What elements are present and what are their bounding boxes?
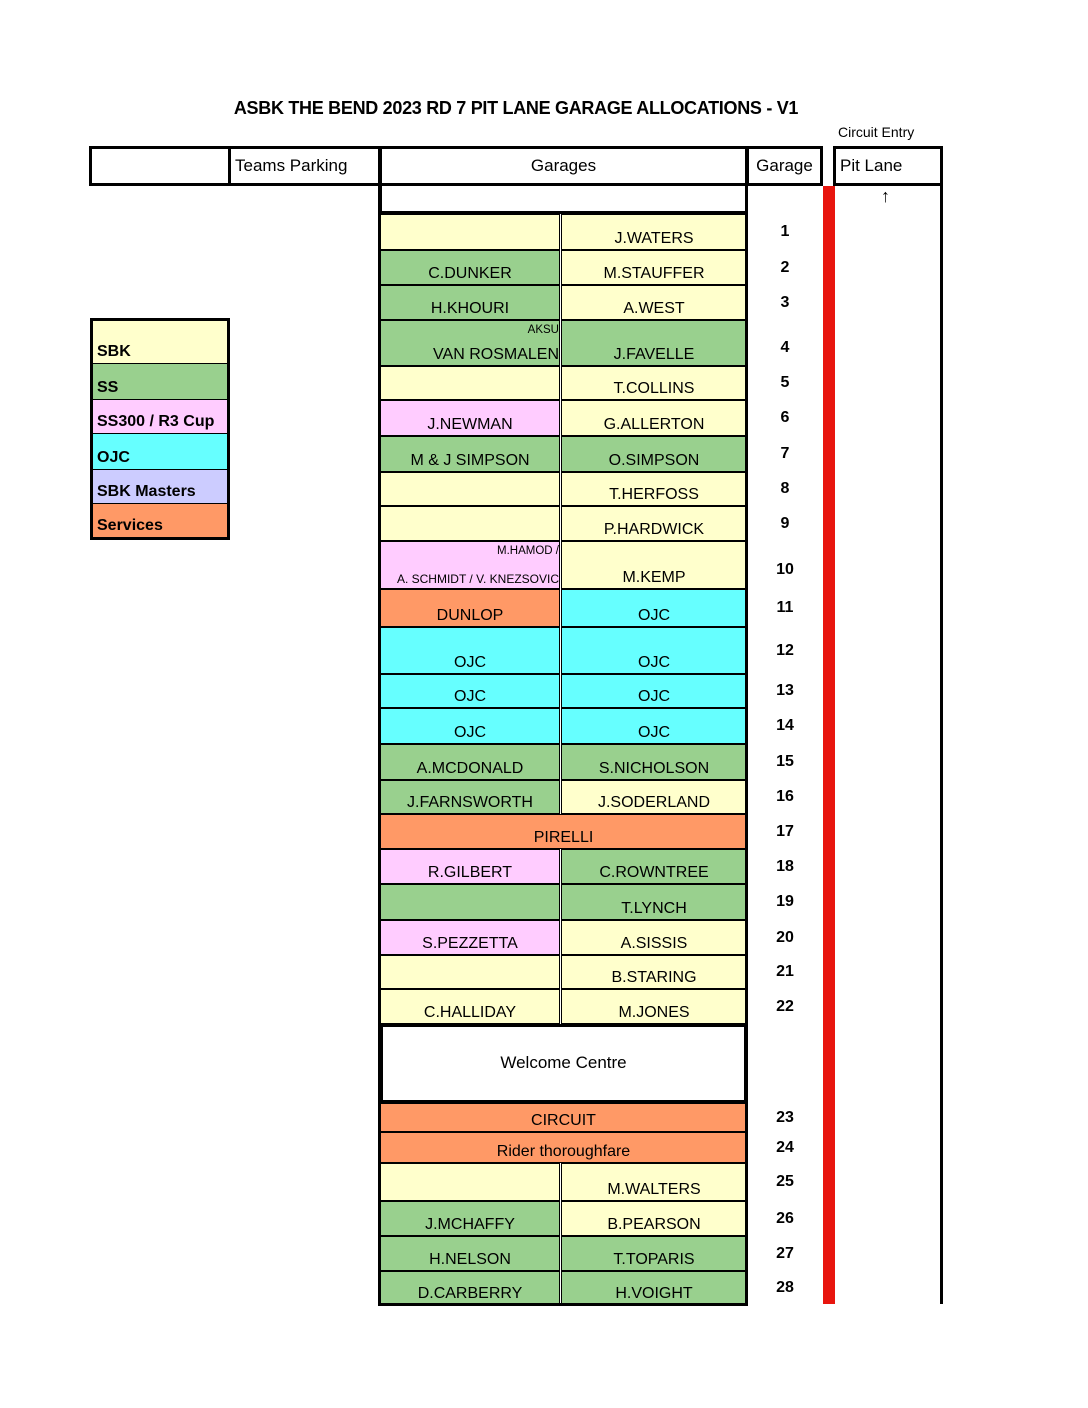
garage-left-cell <box>380 400 560 436</box>
garage-number: 12 <box>776 641 794 659</box>
garage-number: 21 <box>776 963 794 980</box>
garage-number: 17 <box>776 822 794 840</box>
garage-number: 1 <box>780 223 790 240</box>
garage-right-cell <box>561 250 747 285</box>
header-garage <box>746 146 823 186</box>
garage-full-cell-text: Welcome Centre <box>500 1053 627 1073</box>
garage-right-cell <box>561 744 747 780</box>
garage-left-cell <box>380 744 560 780</box>
garage-number: 5 <box>780 374 790 391</box>
garage-right-cell <box>561 1271 747 1305</box>
legend-item <box>90 400 230 434</box>
garage-full-cell <box>380 814 747 849</box>
garage-left-cell <box>380 589 560 627</box>
garage-right-cell <box>561 627 747 674</box>
garage-right-cell-text: S.NICHOLSON <box>598 759 710 777</box>
circuit-entry-label: Circuit Entry <box>838 124 915 140</box>
legend-item-label: SS <box>97 379 119 396</box>
garage-left-cell <box>380 849 560 884</box>
pit-lane-right-border <box>940 186 943 1304</box>
garage-number: 11 <box>776 599 794 616</box>
garage-left-cell <box>380 920 560 955</box>
legend-item <box>90 318 230 364</box>
garage-right-cell <box>561 436 747 472</box>
garage-left-cell-text: OJC <box>454 687 486 705</box>
garage-number: 8 <box>780 480 790 497</box>
garage-left-cell <box>380 955 560 989</box>
garage-full-cell <box>380 1103 747 1132</box>
legend-item-label: Services <box>97 517 163 534</box>
garage-left-cell-text: A.MCDONALD <box>416 759 524 777</box>
garage-left-cell-text: J.MCHAFFY <box>425 1215 515 1233</box>
legend-item <box>90 470 230 504</box>
garage-right-cell-text: T.TOPARIS <box>613 1250 695 1268</box>
garage-right-cell-text: G.ALLERTON <box>603 415 705 433</box>
garage-bottom-border <box>378 1303 748 1306</box>
garage-left-cell <box>380 627 560 674</box>
garage-number: 18 <box>776 857 794 875</box>
legend-item <box>90 434 230 470</box>
garage-right-cell-text: T.HERFOSS <box>609 485 699 503</box>
garage-left-cell <box>380 1236 560 1271</box>
legend-item <box>90 364 230 400</box>
garage-number: 2 <box>780 258 790 276</box>
garage-number: 19 <box>776 893 794 910</box>
garage-right-cell-text: T.LYNCH <box>621 899 687 917</box>
garage-right-cell-text: OJC <box>638 723 670 741</box>
garage-right-cell-text: T.COLLINS <box>613 379 695 397</box>
garage-right-cell-text: M.STAUFFER <box>603 264 705 282</box>
garage-left-cell <box>380 436 560 472</box>
garage-right-cell-text: C.ROWNTREE <box>599 863 709 881</box>
garage-number: 7 <box>780 445 790 462</box>
garage-number: 26 <box>776 1209 794 1227</box>
garage-number: 27 <box>776 1244 794 1262</box>
garage-right-cell <box>561 1236 747 1271</box>
garage-left-cell <box>380 320 560 366</box>
garage-number: 9 <box>780 514 790 532</box>
garage-left-cell-text: D.CARBERRY <box>417 1284 523 1302</box>
garage-left-cell <box>380 1201 560 1236</box>
garage-right-cell <box>561 400 747 436</box>
garage-right-cell-text: J.SODERLAND <box>597 793 711 811</box>
garage-left-cell-text: VAN ROSMALEN <box>433 345 559 363</box>
legend-item-label: SBK <box>97 343 131 360</box>
garage-right-cell-text: M.JONES <box>618 1003 690 1021</box>
garage-right-cell-text: OJC <box>638 687 670 705</box>
legend-item-label: OJC <box>97 449 130 466</box>
garage-full-cell-text: Rider thoroughfare <box>496 1142 631 1160</box>
garage-right-cell-text: B.PEARSON <box>607 1215 701 1233</box>
garage-right-cell <box>561 472 747 506</box>
garage-left-cell-text: H.KHOURI <box>430 299 510 317</box>
garage-number: 15 <box>776 753 794 770</box>
garage-left-cell-text: M & J SIMPSON <box>410 451 530 469</box>
garage-number: 3 <box>780 293 790 311</box>
garage-left-cell-text: R.GILBERT <box>427 863 513 881</box>
garage-right-cell-text: M.WALTERS <box>607 1180 701 1198</box>
garage-left-cell-line1: AKSU <box>527 324 559 336</box>
garage-full-cell-text: CIRCUIT <box>531 1111 596 1129</box>
garage-left-cell <box>380 674 560 708</box>
garage-left-cell <box>380 472 560 506</box>
garages-label: Garages <box>530 156 597 175</box>
garage-left-cell <box>380 780 560 814</box>
pit-lane-label: Pit Lane <box>840 156 903 175</box>
garage-right-cell <box>561 780 747 814</box>
garage-left-cell <box>380 989 560 1024</box>
garage-right-cell <box>561 674 747 708</box>
garage-number: 6 <box>780 409 790 426</box>
garage-right-cell <box>561 884 747 920</box>
garage-label: Garage <box>756 156 813 175</box>
garage-left-border <box>378 186 381 1305</box>
garage-right-cell-text: J.FAVELLE <box>613 345 695 363</box>
garage-left-cell <box>380 884 560 920</box>
page-title: ASBK THE BEND 2023 RD 7 PIT LANE GARAGE ALLOCATIONS - V1 <box>233 98 799 118</box>
garage-number: 28 <box>776 1279 794 1296</box>
garage-number: 20 <box>776 928 794 946</box>
header-blank-cell <box>89 146 231 186</box>
pit-lane-red-line <box>823 186 835 1304</box>
garage-right-cell <box>561 989 747 1024</box>
garage-right-cell-text: OJC <box>638 653 670 671</box>
garage-number: 24 <box>776 1138 794 1156</box>
garage-left-cell <box>380 214 560 250</box>
arrow-up-icon: ↑ <box>881 186 890 206</box>
garage-full-cell-text: PIRELLI <box>533 828 594 846</box>
garage-left-cell-text: A. SCHMIDT / V. KNEZSOVIC <box>396 572 559 587</box>
garage-blank-top-row <box>379 186 748 214</box>
garage-left-cell-text: S.PEZZETTA <box>422 934 518 952</box>
garage-right-cell-text: OJC <box>638 606 670 624</box>
garage-full-cell <box>380 1132 747 1163</box>
garage-left-cell <box>380 1163 560 1201</box>
garage-number: 25 <box>776 1173 794 1190</box>
garage-right-cell-text: A.SISSIS <box>620 934 688 952</box>
legend-item <box>90 504 230 540</box>
garage-right-cell <box>561 1163 747 1201</box>
garage-left-cell-text: OJC <box>454 653 486 671</box>
garage-left-cell <box>380 1271 560 1305</box>
garage-left-cell <box>380 366 560 400</box>
garage-number: 23 <box>776 1108 794 1126</box>
garage-right-cell-text: O.SIMPSON <box>608 451 700 469</box>
garage-left-cell-text: OJC <box>454 723 486 741</box>
garage-number: 14 <box>776 717 794 734</box>
garage-left-cell-text: DUNLOP <box>436 606 504 624</box>
garage-full-cell <box>380 1024 747 1103</box>
garage-right-cell-text: M.KEMP <box>622 568 686 586</box>
garage-left-cell-text: C.DUNKER <box>428 264 512 282</box>
garage-left-cell-line1: M.HAMOD / <box>497 545 559 557</box>
header-garages <box>379 146 748 186</box>
garage-right-cell <box>561 285 747 320</box>
garage-right-cell-text: B.STARING <box>611 968 697 986</box>
garage-number: 16 <box>776 788 794 805</box>
garage-right-cell <box>561 320 747 366</box>
garage-right-cell <box>561 1201 747 1236</box>
garage-right-cell <box>561 708 747 744</box>
garage-right-border <box>745 186 748 1305</box>
garage-right-cell-text: J.WATERS <box>614 229 694 247</box>
garage-left-cell <box>380 708 560 744</box>
teams-parking-label: Teams Parking <box>235 156 348 175</box>
header-pit-lane <box>833 146 943 186</box>
header-teams-parking <box>228 146 381 186</box>
garage-number: 4 <box>780 339 790 356</box>
garage-right-cell-text: P.HARDWICK <box>603 520 705 538</box>
garage-right-cell-text: H.VOIGHT <box>615 1284 693 1302</box>
garage-right-cell <box>561 366 747 400</box>
garage-right-cell <box>561 955 747 989</box>
garage-right-cell <box>561 214 747 250</box>
garage-right-cell <box>561 541 747 589</box>
garage-number: 13 <box>776 682 794 699</box>
garage-left-cell-text: H.NELSON <box>429 1250 511 1268</box>
garage-right-cell-text: A.WEST <box>623 299 685 317</box>
garage-left-cell <box>380 506 560 541</box>
garage-number: 22 <box>776 997 794 1015</box>
garage-right-cell <box>561 589 747 627</box>
legend-item-label: SBK Masters <box>97 483 196 500</box>
garage-left-cell-text: J.NEWMAN <box>427 415 513 433</box>
garage-left-cell-text: C.HALLIDAY <box>423 1003 517 1021</box>
garage-number: 10 <box>776 561 794 578</box>
garage-right-cell <box>561 849 747 884</box>
garage-left-cell-text: J.FARNSWORTH <box>407 793 533 811</box>
legend-item-label: SS300 / R3 Cup <box>97 413 215 430</box>
garage-left-cell <box>380 250 560 285</box>
garage-left-cell <box>380 541 560 589</box>
garage-right-cell <box>561 920 747 955</box>
garage-right-cell <box>561 506 747 541</box>
garage-left-cell <box>380 285 560 320</box>
